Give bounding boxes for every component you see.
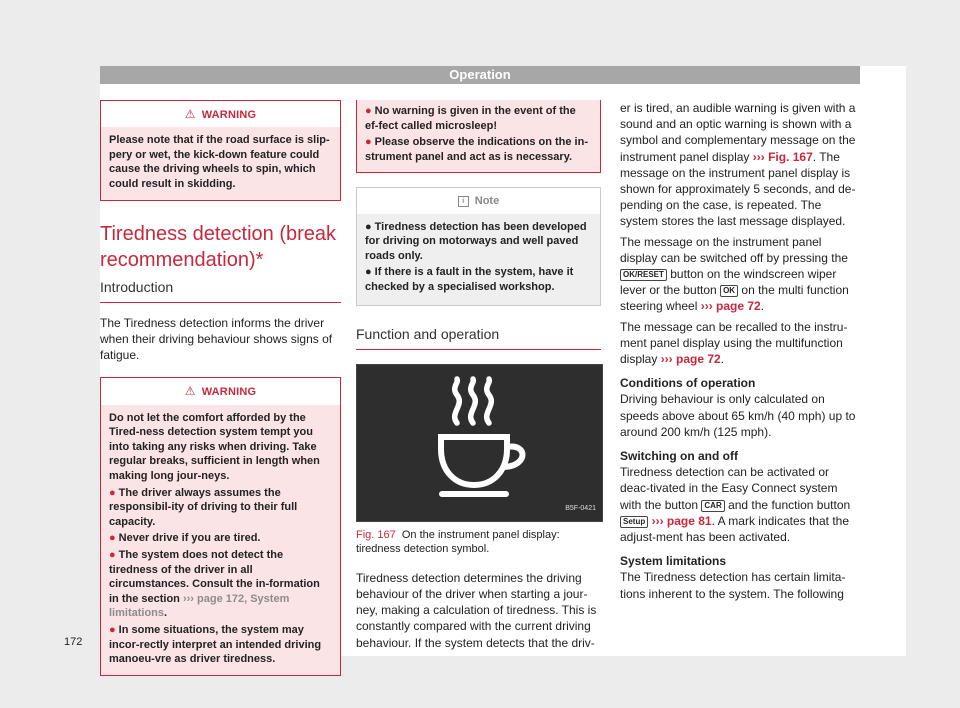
column-1	[100, 100, 341, 690]
warning-body	[101, 405, 340, 675]
intro-text: The Tiredness detection informs the driver when their driving behaviour shows signs of fatigue.	[100, 315, 333, 363]
warning-item: ● No warning is given in the event of the ef-fect called microsleep!	[365, 105, 576, 132]
warning-label: WARNING	[201, 386, 257, 399]
paragraph-1: er is tired, an audible warning is given with a sound and an optic warning is shown with a symbol and complementary message on the instrument panel display ››› Fig. 167. The message on the instrument panel display is shown for approximately 5 seconds, and de-pending on the case, is repeated. The system stores the last message displayed.	[620, 101, 856, 229]
subsection-function-and-operation: Function and operation	[356, 326, 601, 350]
subsection-introduction: Introduction	[100, 279, 341, 303]
warning-header	[101, 378, 340, 404]
function-body-text: Tiredness detection determines the driving behaviour of the driver when starting a jour-ney, making a calculation of tiredness. This is constantly compared with the current driving behaviour. If the system detects that the driv-	[356, 570, 597, 650]
paragraph-4: Driving behaviour is only calculated on speeds above about 65 km/h (40 mph) up to around 200 km/h (125 mph).	[620, 392, 856, 439]
okreset-button-icon: OK/RESET	[620, 269, 667, 281]
bullet-icon: ●	[109, 623, 116, 636]
paragraph-2: The message on the instrument panel display can be switched off by pressing the OK/RESET button on the windscreen wiper lever or the button OK on the multi function steering wheel ››› page 72.	[620, 234, 849, 314]
section-title: Tiredness detection (break recommendation)*	[100, 222, 337, 271]
warning-box	[100, 100, 341, 201]
note-icon: i	[458, 196, 469, 207]
figure-tiredness-symbol	[356, 364, 603, 522]
warning-lead: Do not let the comfort afforded by the Tired-ness detection system tempt you into taking any risks when driving. Take regular breaks, sufficient in length when making long jour-neys.	[109, 411, 320, 482]
warning-label: WARNING	[201, 109, 257, 121]
warning-item: ● The driver always assumes the responsibil-ity of driving to their full capacity.	[109, 486, 298, 528]
warning-body	[357, 100, 600, 172]
heading-conditions: Conditions of operation	[620, 376, 756, 391]
warning-triangle-icon: ⚠	[184, 384, 196, 399]
heading-system-limitations: System limitations	[620, 554, 727, 569]
warning-triangle-icon: ⚠	[184, 107, 196, 121]
bullet-icon: ●	[365, 266, 372, 279]
warning-item: ● Never drive if you are tired.	[109, 532, 261, 545]
fig-167-link[interactable]: ››› Fig. 167	[752, 149, 813, 164]
ok-button-icon: OK	[720, 285, 738, 297]
page-number: 172	[64, 636, 83, 648]
note-item: ● If there is a fault in the system, have it checked by a specialised workshop.	[365, 266, 574, 293]
coffee-cup-icon	[357, 365, 602, 521]
bullet-icon: ●	[365, 136, 372, 149]
page-81-link[interactable]: ››› page 81	[651, 513, 712, 528]
note-body	[357, 214, 600, 305]
bullet-icon: ●	[109, 486, 116, 499]
bullet-icon: ●	[109, 548, 116, 561]
warning-body	[101, 127, 340, 199]
warning-box-continued	[356, 100, 601, 173]
car-button-icon: CAR	[701, 500, 724, 512]
warning-item: ● The system does not detect the tiredness of the driver in all circumstances. Consult the in-formation in the section ››› page 172, System limitations.	[109, 548, 320, 620]
warning-item: ● Please observe the indications on the in-strument panel and act as is necessary.	[365, 136, 588, 163]
column-3	[620, 100, 860, 616]
page-header: Operation	[100, 66, 860, 84]
paragraph-5: Tiredness detection can be activated or deac-tivated in the Easy Connect system with the button CAR and the function button Setup ››› page 81. A mark indicates that the adjust-ment has been activated.	[620, 465, 851, 545]
page-72-link-2[interactable]: ››› page 72	[660, 352, 721, 367]
setup-button-icon: Setup	[620, 516, 648, 528]
paragraph-3: The message can be recalled to the instru-ment panel display using the multifunction display ››› page 72.	[620, 319, 848, 367]
warning-item: ● In some situations, the system may incor-rectly interpret an intended driving manoeu-vre as driver tiredness.	[109, 623, 322, 666]
note-box	[356, 187, 601, 305]
bullet-icon: ●	[365, 105, 372, 117]
column-2	[356, 100, 601, 665]
page-72-link[interactable]: ››› page 72	[700, 299, 761, 314]
note-item: ● Tiredness detection has been developed for driving on motorways and well paved roads only.	[365, 220, 587, 262]
paragraph-6: The Tiredness detection has certain limita-tions inherent to the system. The following	[620, 570, 846, 601]
note-header: i Note	[357, 188, 600, 213]
warning-box-2	[100, 377, 341, 675]
heading-switching: Switching on and off	[620, 449, 738, 464]
bullet-icon: ●	[109, 532, 116, 545]
warning-text: Please note that if the road surface is slip-pery or wet, the kick-down feature could cause the driving wheels to spin, which could result in skidding.	[109, 134, 330, 190]
bullet-icon: ●	[365, 220, 372, 233]
figure-caption: Fig. 167 On the instrument panel display: tiredness detection symbol.	[356, 528, 560, 555]
warning-header	[101, 101, 340, 127]
figure-tag: B5F-0421	[565, 504, 596, 512]
system-limitations-link[interactable]: ››› page 172, System limitations	[109, 592, 290, 620]
